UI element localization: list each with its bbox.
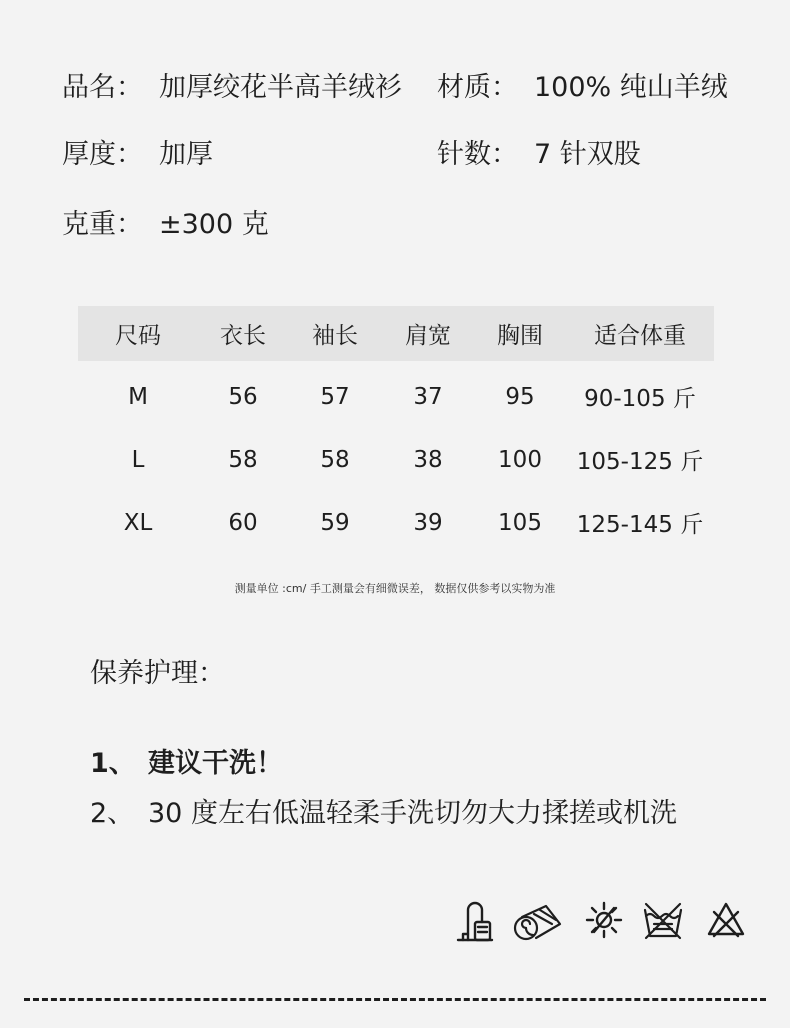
material-value: 100% 纯山羊绒: [534, 72, 728, 103]
cell-shoulder: 37: [413, 383, 443, 410]
cell-size: XL: [123, 509, 153, 536]
cell-chest: 95: [505, 383, 535, 410]
header-size: 尺码: [78, 306, 198, 361]
gauge-row: [437, 137, 641, 173]
product-name-row: [62, 70, 402, 106]
size-table: [78, 306, 714, 554]
cell-shoulder: 38: [413, 446, 443, 473]
no-machine-wash-icon: [642, 900, 684, 940]
header-length: 衣长: [198, 306, 288, 361]
product-name-label: 品名：: [62, 72, 143, 103]
care-icons: [450, 900, 750, 948]
cell-chest: 105: [498, 509, 542, 536]
cell-length: 56: [228, 383, 258, 410]
no-sun-dry-icon: [584, 900, 624, 940]
cell-chest: 100: [498, 446, 542, 473]
roll-dry-icon: [512, 900, 564, 944]
care-title: 保养护理：: [90, 658, 225, 689]
cell-shoulder: 39: [413, 509, 443, 536]
measurement-note: 测量单位 :cm/ 手工测量会有细微误差， 数据仅供参考以实物为准: [234, 582, 556, 595]
cell-sleeve: 59: [320, 509, 350, 536]
material-label: 材质：: [437, 72, 518, 103]
header-weight-fit: 适合体重: [566, 306, 714, 361]
care-item-1-number: 1、: [90, 748, 136, 779]
care-item-2-number: 2、: [90, 798, 135, 829]
no-bleach-icon: [706, 900, 746, 940]
care-item-2: [90, 796, 677, 832]
weight-label: 克重：: [62, 209, 143, 240]
cell-length: 58: [228, 446, 258, 473]
product-name-value: 加厚绞花半高羊绒衫: [159, 72, 402, 103]
gauge-value: 7 针双股: [534, 139, 641, 170]
table-row: [78, 428, 714, 491]
thickness-row: [62, 137, 213, 173]
size-table-header: [78, 306, 714, 361]
care-item-2-text: 30 度左右低温轻柔手洗切勿大力揉搓或机洗: [148, 798, 677, 829]
table-row: [78, 361, 714, 428]
cell-size: L: [131, 446, 145, 473]
material-row: [437, 70, 728, 106]
thickness-label: 厚度：: [62, 139, 143, 170]
vacuum-dry-clean-icon: [454, 900, 494, 944]
header-chest: 胸围: [474, 306, 566, 361]
weight-row: [62, 207, 269, 243]
header-shoulder: 肩宽: [382, 306, 474, 361]
cell-weight-fit: 125-145 斤: [576, 512, 704, 538]
care-item-1: [90, 746, 283, 782]
care-item-1-text: 建议干洗！: [148, 748, 283, 779]
header-sleeve: 袖长: [288, 306, 382, 361]
cell-length: 60: [228, 509, 258, 536]
cell-sleeve: 57: [320, 383, 350, 410]
weight-value: ±300 克: [159, 209, 269, 240]
cell-weight-fit: 90-105 斤: [584, 386, 696, 412]
table-row: [78, 491, 714, 554]
bottom-dashed-border: [24, 998, 766, 1005]
cell-weight-fit: 105-125 斤: [576, 449, 704, 475]
cell-size: M: [128, 383, 148, 410]
gauge-label: 针数：: [437, 139, 518, 170]
cell-sleeve: 58: [320, 446, 350, 473]
thickness-value: 加厚: [159, 139, 213, 170]
